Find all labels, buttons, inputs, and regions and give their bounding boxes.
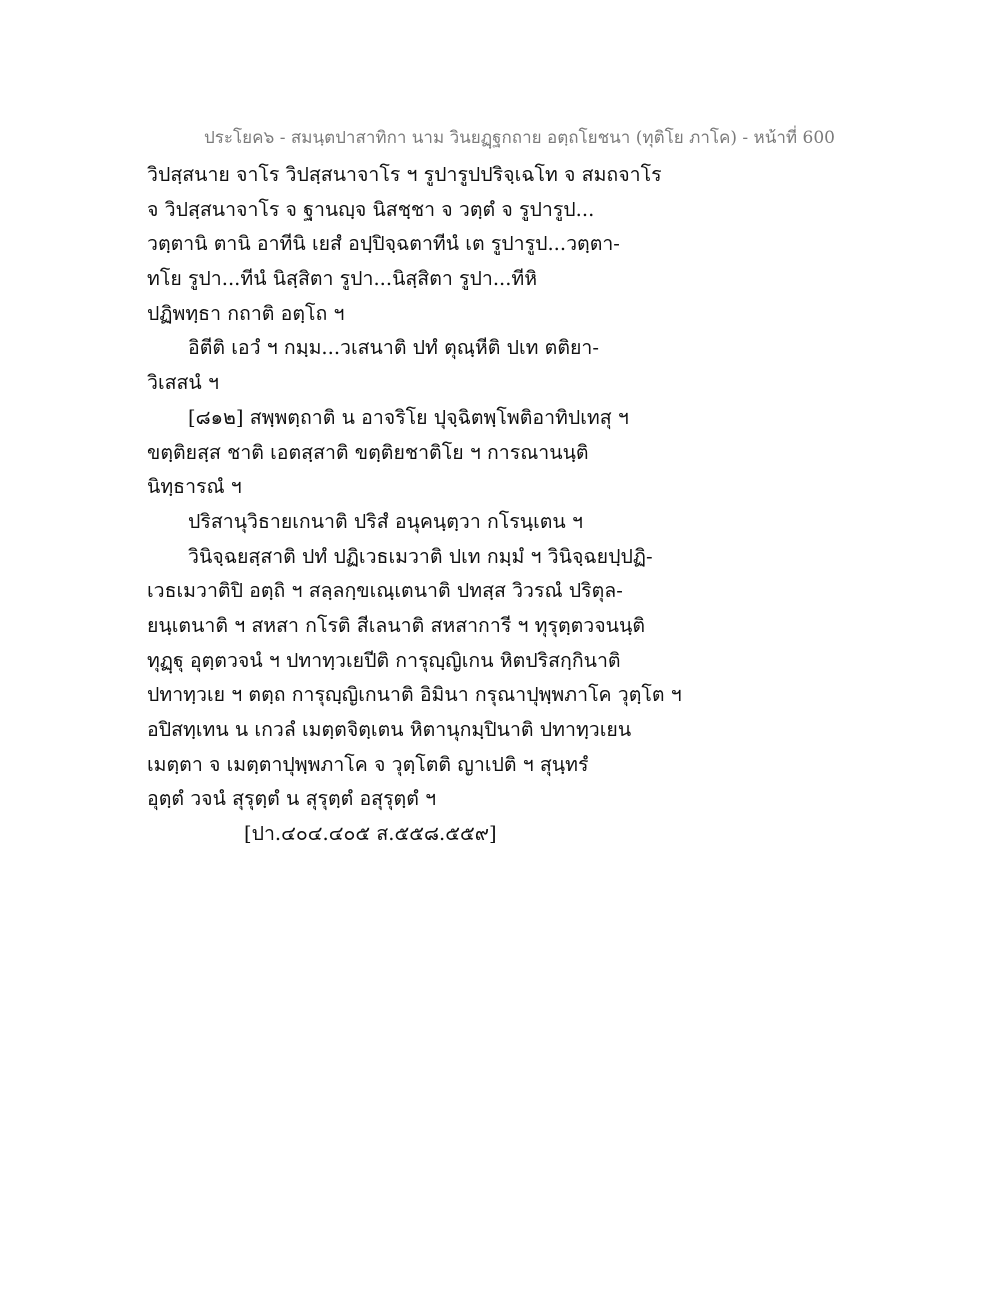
text-line: วิเสสนํ ฯ <box>147 371 219 395</box>
text-line: ขตฺติยสฺส ชาติ เอตสฺสาติ ขตฺติยชาติโย ฯ การณานนฺติ <box>147 440 589 464</box>
page-header: ประโยค๖ - สมนฺตปาสาทิกา นาม วินยฏฺฐกถาย อตฺถโยชนา (ทุติโย ภาโค) - หน้าที่ 600 <box>204 128 835 148</box>
body-text <box>147 158 967 852</box>
text-line: ทุฏฺฐุ อุตฺตวจนํ ฯ ปทาทฺวเยปีติ การุญฺญิเกน หิตปริสกฺกินาติ <box>147 648 621 672</box>
text-line: นิทฺธารณํ ฯ <box>147 475 242 499</box>
text-line: เวธเมวาติปิ อตฺถิ ฯ สลฺลกฺขเณฺเตนาติ ปทสฺส วิวรณํ ปริตุล- <box>147 579 623 603</box>
text-line-indented: วินิจฺฉยสฺสาติ ปทํ ปฏิเวธเมวาติ ปเท กมฺมํ ฯ วินิจฺฉยปฺปฏิ- <box>188 544 653 568</box>
text-line-indented: อิตีติ เอวํ ฯ กมฺม...วเสนาติ ปทํ ตุณฺหีติ ปเท ตติยา- <box>188 336 599 360</box>
text-line-indented: [๘๑๒] สพฺพตฺถาติ น อาจริโย ปุจฺฉิตพฺโพติอาทิปเทสุ ฯ <box>188 405 629 429</box>
text-line-indented: ปริสานุวิธายเกนาติ ปริสํ อนุคนฺตฺวา กโรนฺเตน ฯ <box>188 509 583 533</box>
text-line: เมตฺตา จ เมตฺตาปุพฺพภาโค จ วุตฺโตติ ญาเปติ ฯ สุนฺทรํ <box>147 752 589 776</box>
text-line: จ วิปสฺสนาจาโร จ ฐานญฺจ นิสชฺชา จ วตฺตํ จ รูปารูป... <box>147 197 595 221</box>
text-line: ปฏิพทฺธา กถาติ อตฺโถ ฯ <box>147 301 345 325</box>
text-line: อุตฺตํ วจนํ สุรุตฺตํ น สุรุตฺตํ อสุรุตฺตํ ฯ <box>147 787 437 811</box>
text-line: ทโย รูปา...ทีนํ นิสฺสิตา รูปา...นิสฺสิตา รูปา...ทีหิ <box>147 267 538 291</box>
text-line: วิปสฺสนาย จาโร วิปสฺสนาจาโร ฯ รูปารูปปริจฺเฉโท จ สมถจาโร <box>147 163 662 186</box>
text-line: อปิสทฺเทน น เกวลํ เมตฺตจิตฺเตน หิตานุกมฺปินาติ ปทาทฺวเยน <box>147 718 632 741</box>
reference-line: [ปา.๔๐๔.๔๐๕ ส.๕๕๘.๕๕๙] <box>244 822 497 846</box>
text-line: ปทาทฺวเย ฯ ตตฺถ การุญฺญิเกนาติ อิมินา กรุณาปุพฺพภาโค วุตฺโต ฯ <box>147 683 682 707</box>
text-line: ยนฺเตนาติ ฯ สหสา กโรติ สีเลนาติ สหสาการี ฯ ทุรุตฺตวจนนฺติ <box>147 613 645 637</box>
text-line: วตฺตานิ ตานิ อาทีนิ เยสํ อปฺปิจฺฉตาทีนํ เต รูปารูป...วตฺตา- <box>147 232 620 256</box>
